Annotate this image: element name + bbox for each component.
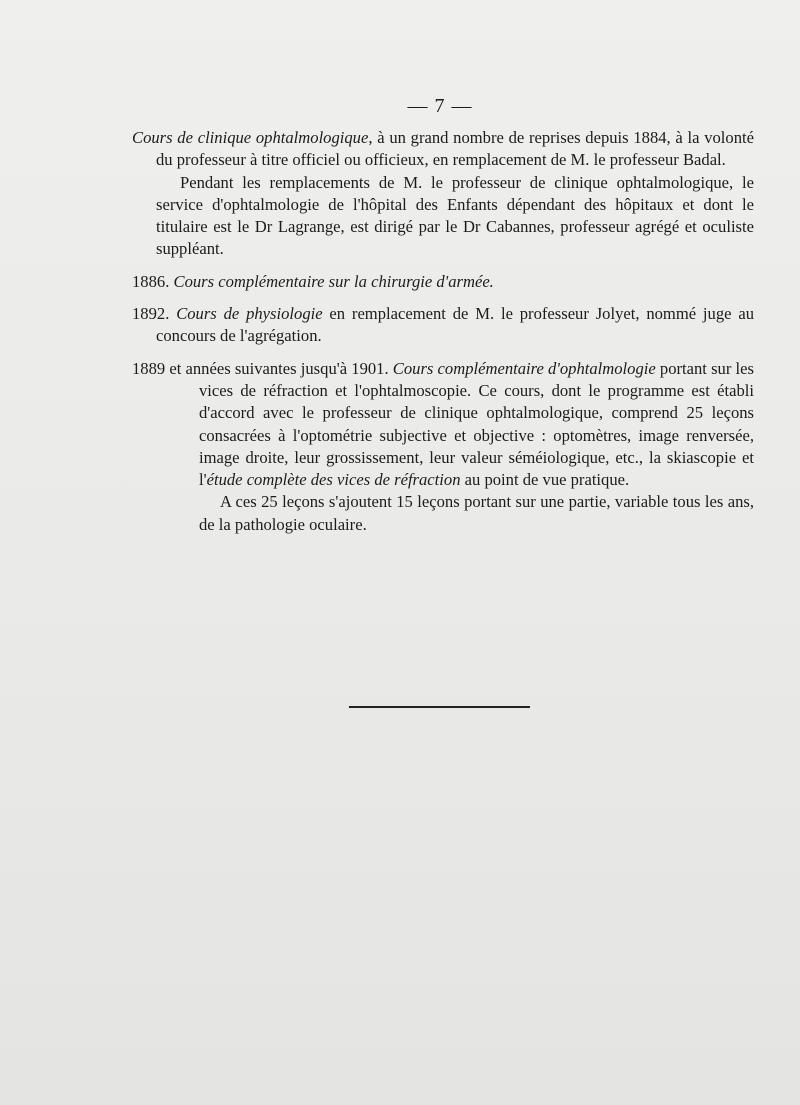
paragraph-remplacements: Pendant les remplacements de M. le professeur de clinique ophtalmologique, le service d'ophtalmologie de l'hôpital des Enfants dépendant des hôpitaux et dont le titulaire est le Dr Lagrange, est dirigé par le Dr Cabannes, professeur agrégé et oculiste suppléant. — [156, 172, 754, 259]
page-number: — 7 — — [407, 95, 473, 117]
paragraph-1889 — [132, 358, 754, 492]
clinique-title: Cours de clinique ophtalmologique — [132, 128, 369, 147]
title-1892: Cours de physiologie — [176, 304, 323, 324]
year-1892: 1892. — [132, 304, 170, 324]
text-1889-b: au point de vue pratique. — [460, 470, 630, 490]
page-body — [132, 127, 754, 536]
spacer — [132, 293, 754, 303]
title-1886: Cours complémentaire sur la chirurgie d'armée. — [173, 271, 494, 291]
paragraph-lecons: A ces 25 leçons s'ajoutent 15 leçons portant sur une partie, variable tous les ans, de la pathologie oculaire. — [199, 492, 754, 534]
title-1889: Cours complémentaire d'ophtalmologie — [392, 358, 656, 378]
title2-1889: étude complète des vices de réfraction — [206, 470, 461, 490]
paragraph-1892 — [132, 303, 754, 348]
lead-1889: 1889 et années suivantes jusqu'à 1901. — [132, 358, 389, 378]
clinique-text: , à un grand nombre de reprises depuis 1884, à la volonté du professeur à titre officiel ou officieux, en remplacement de M. le professeur Badal. — [156, 128, 754, 170]
text-1892: en remplacement de M. le professeur Jolyet, nommé juge au concours de l'agrégation. — [156, 304, 754, 346]
spacer — [132, 261, 754, 271]
section-divider — [349, 706, 530, 708]
spacer — [132, 348, 754, 358]
paragraph-clinique — [132, 127, 754, 172]
paragraph-1886 — [132, 271, 754, 293]
text-1889-a: portant sur les vices de réfraction et l'ophtalmoscopie. Ce cours, dont le programme est établi d'accord avec le professeur de clinique ophtalmologique, comprend 25 leçons consacrées à l'optométrie subjective et objective : optomètres, image renversée, image droite, leur grossissement, leur valeur séméiologique, etc., la skiascopie et l' — [199, 358, 754, 490]
year-1886: 1886. — [132, 271, 170, 291]
